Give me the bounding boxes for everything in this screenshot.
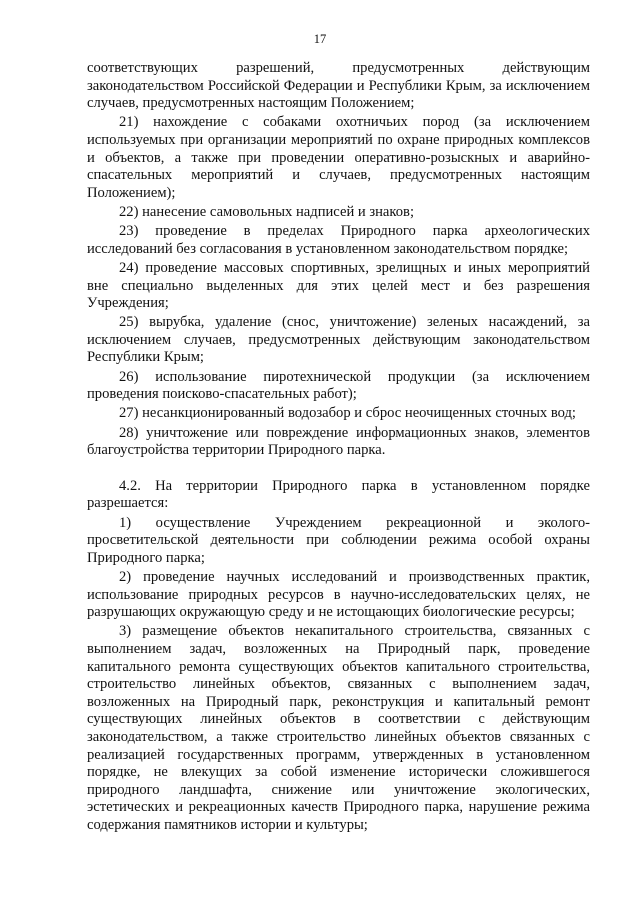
list-item-24: 24) проведение массовых спортивных, зрелищных и иных мероприятий вне специально выделенных для этих целей мест и без разрешения Учреждения; [87,259,590,312]
permitted-item-3: 3) размещение объектов некапитального строительства, связанных с выполнением задач, возложенных на Природный парк, проведение капитального ремонта существующих объектов капитального строительства, строительство линейных объектов, связанных с выполнением задач, возложенных на Природный парк, реконструкция и капитальный ремонт существующих линейных объектов в соответствии с действующим законодательством, а также строительство линейных объектов связанных с реализацией государственных программ, утвержденных в установленном порядке, не влекущих за собой изменение исторически сложившегося природного ландшафта, снижение или уничтожение экологических, эстетических и рекреационных качеств Природного парка, нарушение режима содержания памятников истории и культуры; [87,623,590,833]
list-item-23: 23) проведение в пределах Природного парка археологических исследований без согласования в установленном законодательством порядке; [87,223,590,257]
list-item-28: 28) уничтожение или повреждение информационных знаков, элементов благоустройства территории Природного парка. [87,424,590,459]
prohibited-activities-list [87,60,590,460]
permitted-activities-section [87,478,590,835]
section-4-2-heading: 4.2. На территории Природного парка в установленном порядке разрешается: [87,477,590,512]
section-spacer [87,460,590,478]
page-number: 17 [313,32,327,46]
document-body [87,60,590,834]
list-item-27: 27) несанкционированный водозабор и сброс неочищенных сточных вод; [119,405,576,422]
permitted-item-2: 2) проведение научных исследований и производственных практик, использование природных ресурсов в научно-исследовательских целях, не разрушающих окружающую среду и не истощающих биологические ресурсы; [87,568,590,621]
list-item-25: 25) вырубка, удаление (снос, уничтожение) зеленых насаждений, за исключением случаев, предусмотренных действующим законодательством Республики Крым; [87,314,590,366]
list-item-21: 21) нахождение с собаками охотничьих пород (за исключением используемых при организации мероприятий по охране природных комплексов и объектов, а также при проведении оперативно-розыскных и аварийно-спасательных мероприятий и случаев, предусмотренных настоящим Положением); [87,114,590,201]
paragraph-continuation: соответствующих разрешений, предусмотренных действующим законодательством Российской Федерации и Республики Крым, за исключением случаев, предусмотренных настоящим Положением; [87,60,590,112]
permitted-item-1: 1) осуществление Учреждением рекреационной и эколого-просветительской деятельности при соблюдении режима особой охраны Природного парка; [87,514,590,566]
list-item-26: 26) использование пиротехнической продукции (за исключением проведения поисково-спасательных работ); [87,368,590,403]
list-item-22: 22) нанесение самовольных надписей и знаков; [119,203,415,220]
